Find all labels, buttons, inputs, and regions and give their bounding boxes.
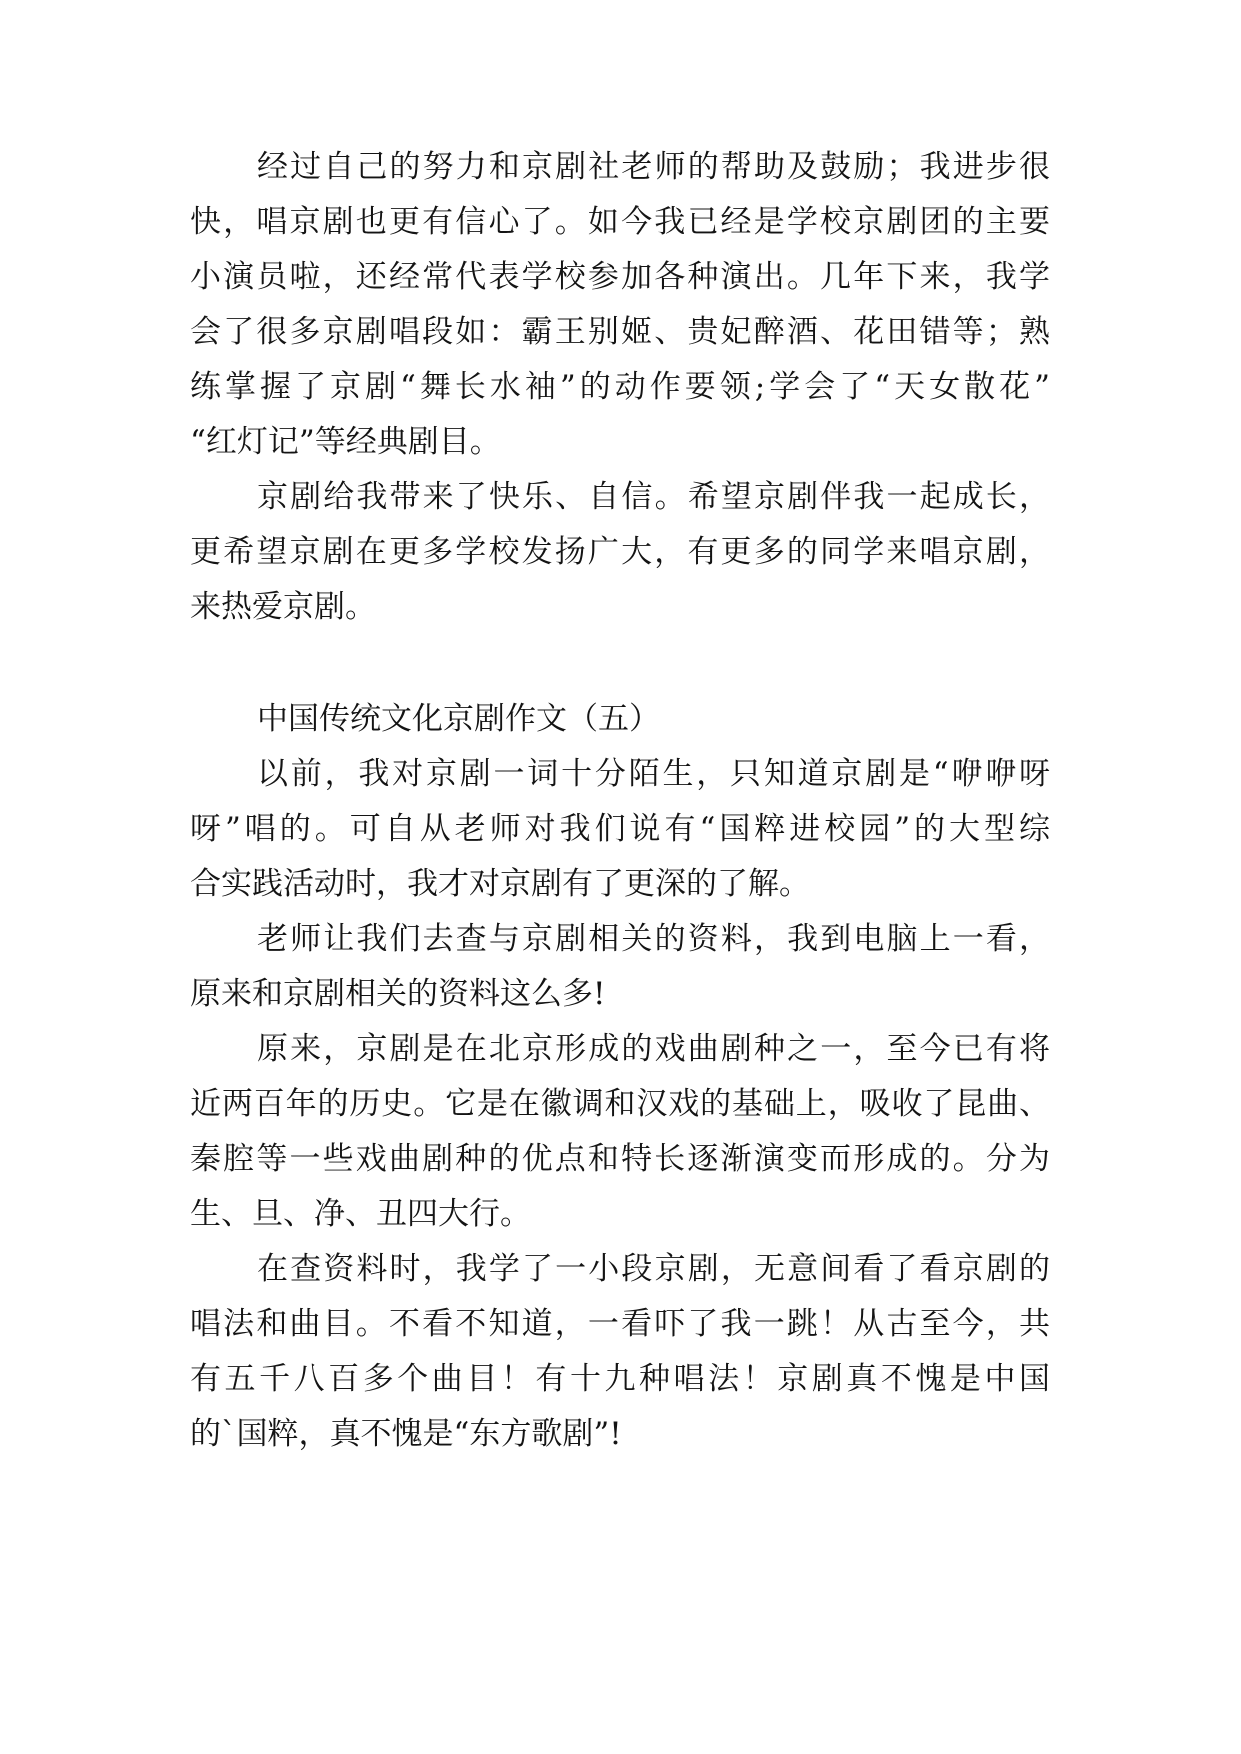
paragraph-line: 经过自己的努力和京剧社老师的帮助及鼓励；我进步很	[257, 149, 1050, 185]
paragraph-line: 在查资料时，我学了一小段京剧，无意间看了看京剧的	[257, 1251, 1050, 1287]
essay-heading: 中国传统文化京剧作文（五）	[257, 701, 660, 737]
paragraph-line: 有五千八百多个曲目！有十九种唱法！京剧真不愧是中国	[190, 1361, 1050, 1397]
paragraph-line: 原来和京剧相关的资料这么多!	[190, 976, 606, 1012]
paragraph-line: 近两百年的历史。它是在徽调和汉戏的基础上，吸收了昆曲、	[190, 1086, 1050, 1122]
paragraph-line: 合实践活动时，我才对京剧有了更深的了解。	[190, 866, 810, 902]
paragraph-line: 唱法和曲目。不看不知道，一看吓了我一跳！从古至今，共	[190, 1306, 1050, 1342]
paragraph-line: “红灯记”等经典剧目。	[190, 424, 501, 460]
paragraph-line: 的`国粹，真不愧是“东方歌剧”!	[190, 1416, 622, 1452]
paragraph-line: 原来，京剧是在北京形成的戏曲剧种之一，至今已有将	[257, 1031, 1050, 1067]
paragraph-line: 京剧给我带来了快乐、自信。希望京剧伴我一起成长，	[257, 479, 1050, 515]
paragraph-line: 会了很多京剧唱段如：霸王别姬、贵妃醉酒、花田错等；熟	[190, 314, 1050, 350]
paragraph-line: 秦腔等一些戏曲剧种的优点和特长逐渐演变而形成的。分为	[190, 1141, 1050, 1177]
paragraph-line: 呀”唱的。可自从老师对我们说有“国粹进校园”的大型综	[190, 811, 1050, 847]
paragraph-line: 以前，我对京剧一词十分陌生，只知道京剧是“咿咿呀	[257, 756, 1050, 792]
paragraph-line: 小演员啦，还经常代表学校参加各种演出。几年下来，我学	[190, 259, 1050, 295]
paragraph-line: 练掌握了京剧“舞长水袖”的动作要领;学会了“天女散花”	[190, 369, 1050, 405]
paragraph-line: 生、旦、净、丑四大行。	[190, 1196, 531, 1232]
paragraph-line: 来热爱京剧。	[190, 589, 376, 625]
paragraph-line: 老师让我们去查与京剧相关的资料，我到电脑上一看，	[257, 921, 1050, 957]
paragraph-line: 快，唱京剧也更有信心了。如今我已经是学校京剧团的主要	[190, 204, 1050, 240]
paragraph-line: 更希望京剧在更多学校发扬广大，有更多的同学来唱京剧，	[190, 534, 1050, 570]
